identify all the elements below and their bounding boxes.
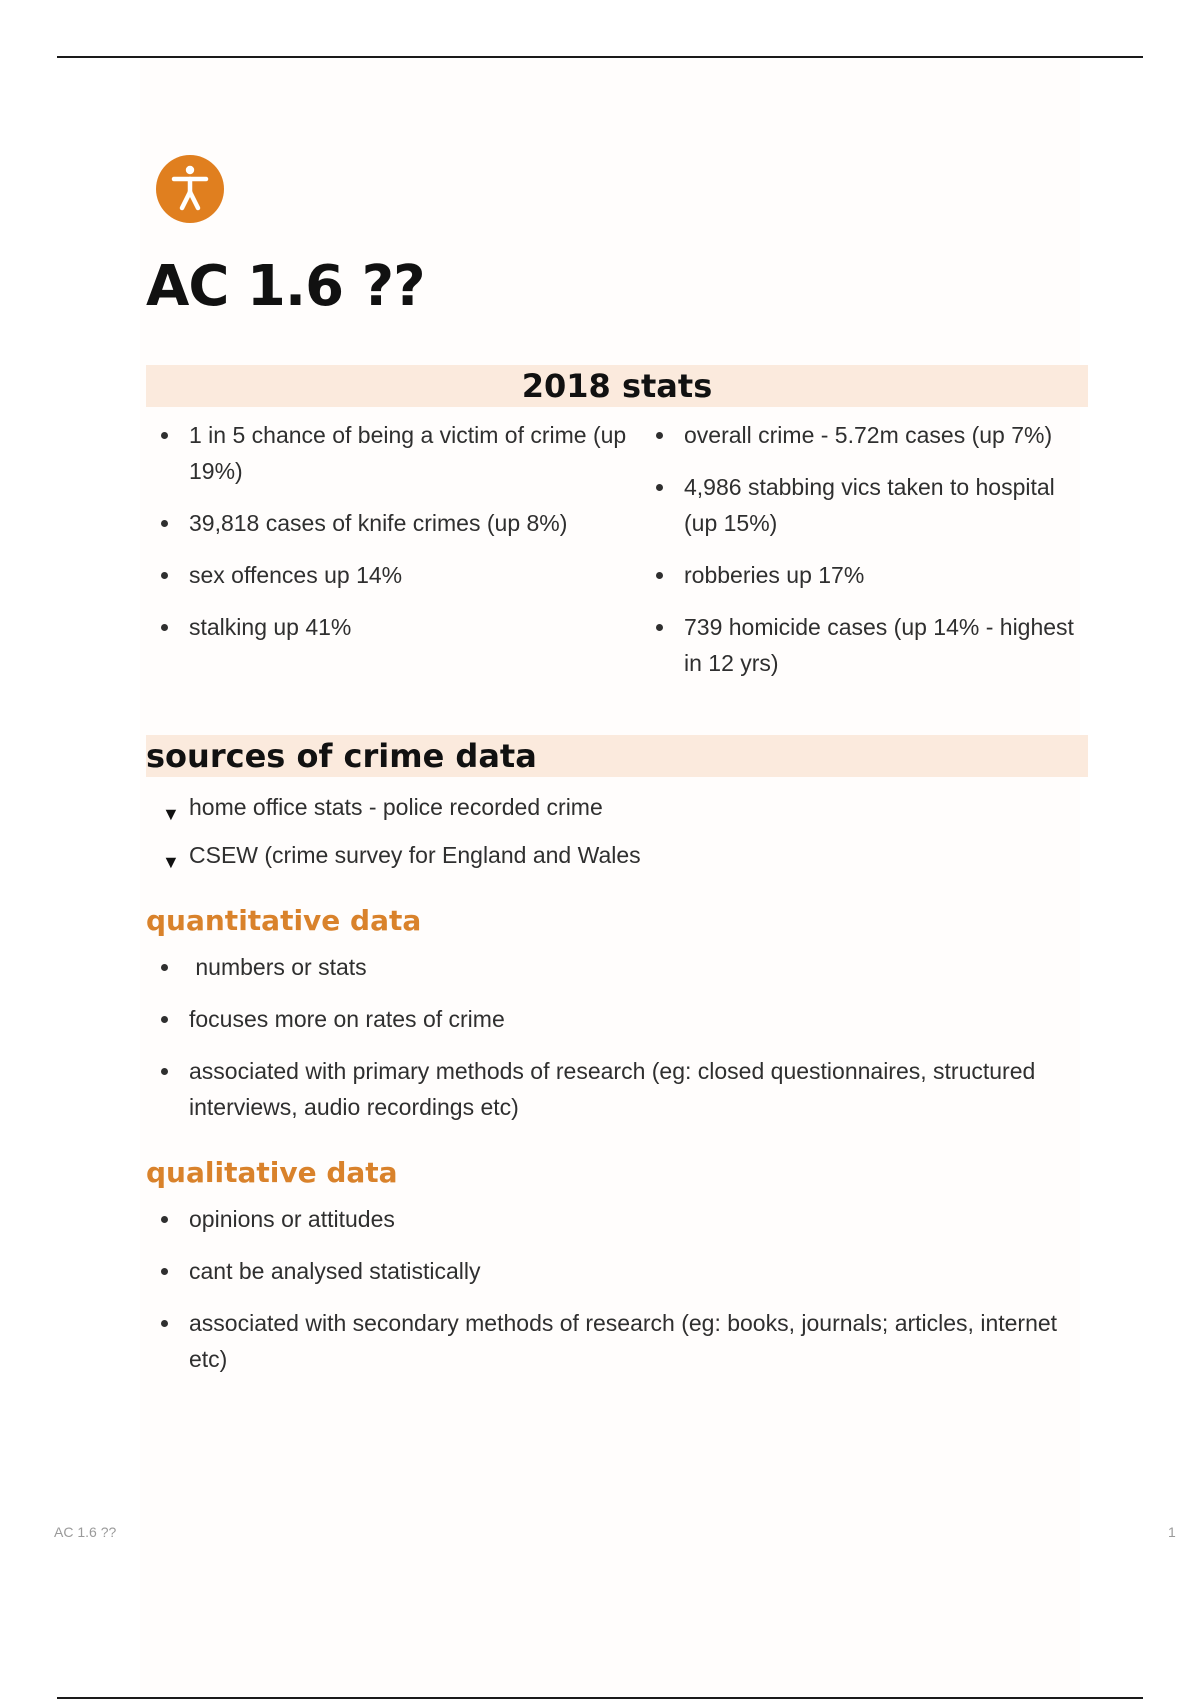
list-item: opinions or attitudes xyxy=(146,1201,1088,1237)
toggle-item[interactable]: ▼ home office stats - police recorded crime xyxy=(146,789,1088,825)
bottom-rule xyxy=(57,1697,1143,1699)
stats-right-list xyxy=(641,417,1088,681)
bullet-icon xyxy=(161,1268,168,1275)
bullet-icon xyxy=(161,572,168,579)
list-item: stalking up 41% xyxy=(146,609,641,645)
bullet-icon xyxy=(161,964,168,971)
bullet-icon xyxy=(161,1068,168,1075)
list-item: 739 homicide cases (up 14% - highest in 12 yrs) xyxy=(641,609,1088,681)
page-content xyxy=(146,155,1088,1393)
sources-toggle-list xyxy=(146,789,1088,873)
qualitative-heading: qualitative data xyxy=(146,1156,398,1189)
top-rule xyxy=(57,56,1143,58)
stats-left-list xyxy=(146,417,641,645)
bullet-icon xyxy=(161,624,168,631)
list-item: associated with primary methods of research (eg: closed questionnaires, structured interviews, audio recordings etc) xyxy=(146,1053,1088,1125)
bullet-icon xyxy=(656,572,663,579)
accessibility-person-icon xyxy=(156,155,224,223)
stats-left-column xyxy=(146,417,641,697)
list-item: numbers or stats xyxy=(146,949,1088,985)
bullet-icon xyxy=(656,484,663,491)
stats-right-column xyxy=(641,417,1088,697)
list-item: cant be analysed statistically xyxy=(146,1253,1088,1289)
toggle-triangle-icon[interactable]: ▼ xyxy=(162,804,180,824)
list-item: overall crime - 5.72m cases (up 7%) xyxy=(641,417,1088,453)
list-item: 4,986 stabbing vics taken to hospital (up 15%) xyxy=(641,469,1088,541)
page-title: AC 1.6 ?? xyxy=(146,254,425,319)
qualitative-list xyxy=(146,1201,1088,1377)
toggle-triangle-icon[interactable]: ▼ xyxy=(162,852,180,872)
bullet-icon xyxy=(656,432,663,439)
bullet-icon xyxy=(161,520,168,527)
footer-page-number: 1 xyxy=(1168,1524,1176,1540)
list-item: associated with secondary methods of research (eg: books, journals; articles, internet etc) xyxy=(146,1305,1088,1377)
stats-columns xyxy=(146,417,1088,697)
quantitative-list xyxy=(146,949,1088,1125)
bullet-icon xyxy=(161,1216,168,1223)
sources-heading: sources of crime data xyxy=(146,735,1088,777)
list-item: focuses more on rates of crime xyxy=(146,1001,1088,1037)
list-item: robberies up 17% xyxy=(641,557,1088,593)
list-item: 1 in 5 chance of being a victim of crime (up 19%) xyxy=(146,417,641,489)
bullet-icon xyxy=(161,1320,168,1327)
bullet-icon xyxy=(161,432,168,439)
bullet-icon xyxy=(656,624,663,631)
toggle-item[interactable]: ▼ CSEW (crime survey for England and Wales xyxy=(146,837,1088,873)
bullet-icon xyxy=(161,1016,168,1023)
footer-page-title: AC 1.6 ?? xyxy=(54,1524,117,1540)
list-item: sex offences up 14% xyxy=(146,557,641,593)
quantitative-heading: quantitative data xyxy=(146,904,422,937)
list-item: 39,818 cases of knife crimes (up 8%) xyxy=(146,505,641,541)
stats-heading: 2018 stats xyxy=(146,365,1088,407)
